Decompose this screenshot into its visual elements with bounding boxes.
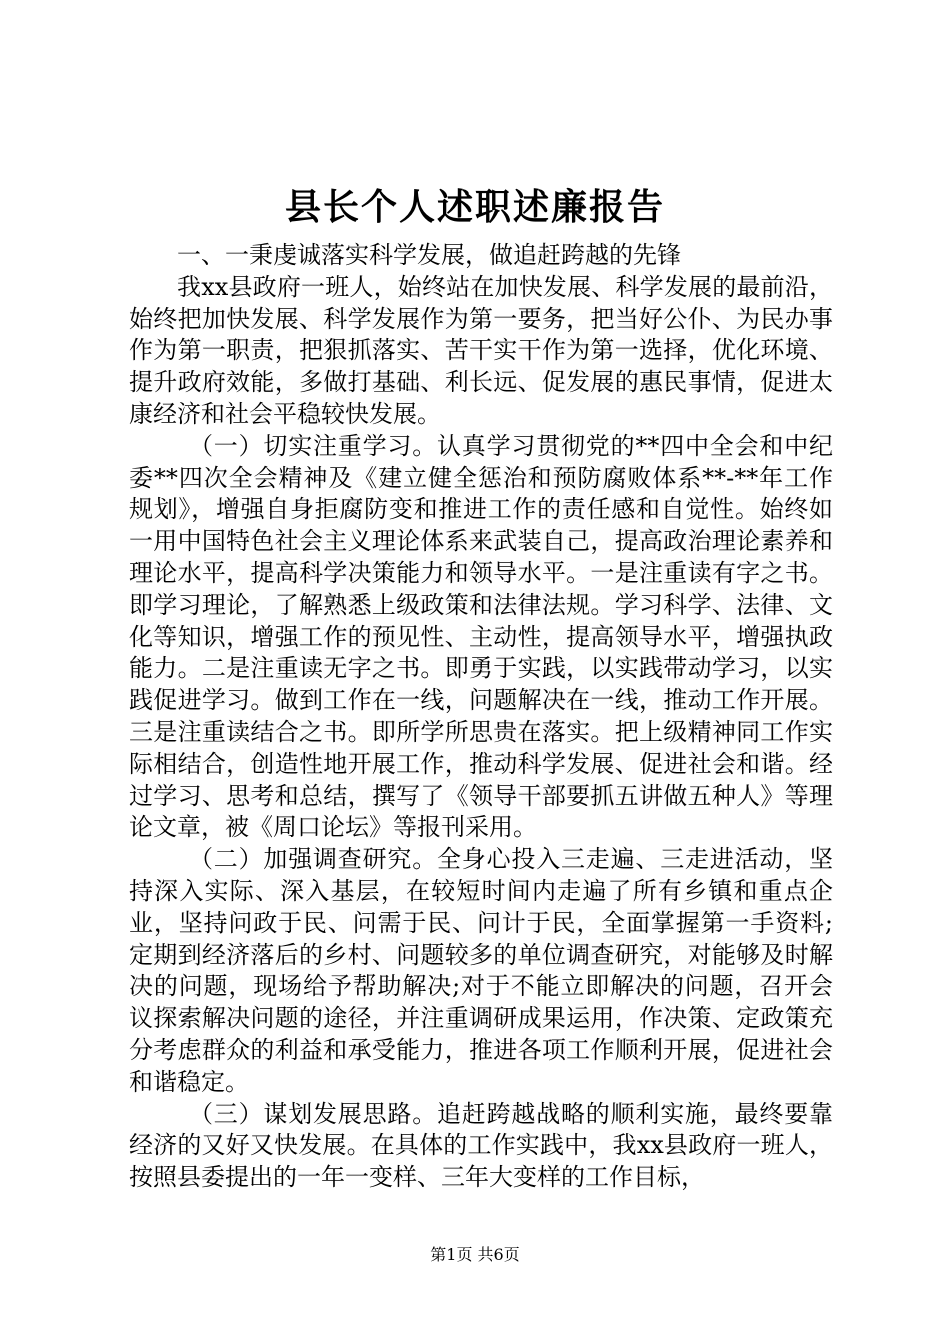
paragraph-planning: （三）谋划发展思路。追赶跨越战略的顺利实施，最终要靠经济的又好又快发展。在具体的工作实践中，我xx县政府一班人，按照县委提出的一年一变样、三年大变样的工作目标， — [129, 1099, 833, 1192]
page-footer: 第1页 共6页 — [430, 1245, 520, 1264]
paragraph-research: （二）加强调查研究。全身心投入三走遍、三走进活动，坚持深入实际、深入基层，在较短时间内走遍了所有乡镇和重点企业，坚持问政于民、问需于民、问计于民，全面掌握第一手资料;定期到经济落后的乡村、问题较多的单位调查研究，对能够及时解决的问题，现场给予帮助解决;对于不能立即解决的问题，召开会议探索解决问题的途径，并注重调研成果运用，作决策、定政策充分考虑群众的利益和承受能力，推进各项工作顺利开展，促进社会和谐稳定。 — [129, 845, 833, 1096]
paragraph-study: （一）切实注重学习。认真学习贯彻党的**四中全会和中纪委**四次全会精神及《建立健全惩治和预防腐败体系**-**年工作规划》，增强自身拒腐防变和推进工作的责任感和自觉性。始终如一用中国特色社会主义理论体系来武装自己，提高政治理论素养和理论水平，提高科学决策能力和领导水平。一是注重读有字之书。即学习理论，了解熟悉上级政策和法律法规。学习科学、法律、文化等知识，增强工作的预见性、主动性，提高领导水平，增强执政能力。二是注重读无字之书。即勇于实践，以实践带动学习，以实践促进学习。做到工作在一线，问题解决在一线，推动工作开展。三是注重读结合之书。即所学所思贵在落实。把上级精神同工作实际相结合，创造性地开展工作，推动科学发展、促进社会和谐。经过学习、思考和总结，撰写了《领导干部要抓五讲做五种人》等理论文章，被《周口论坛》等报刊采用。 — [129, 431, 833, 842]
section-heading: 一、一秉虔诚落实科学发展，做追赶跨越的先锋 — [177, 241, 681, 269]
document-title: 县长个人述职述廉报告 — [284, 186, 665, 228]
paragraph-intro: 我xx县政府一班人，始终站在加快发展、科学发展的最前沿，始终把加快发展、科学发展作为第一要务，把当好公仆、为民办事作为第一职责，把狠抓落实、苦干实干作为第一选择，优化环境、提升政府效能，多做打基础、利长远、促发展的惠民事情，促进太康经济和社会平稳较快发展。 — [129, 272, 833, 428]
document-body — [129, 240, 833, 1194]
